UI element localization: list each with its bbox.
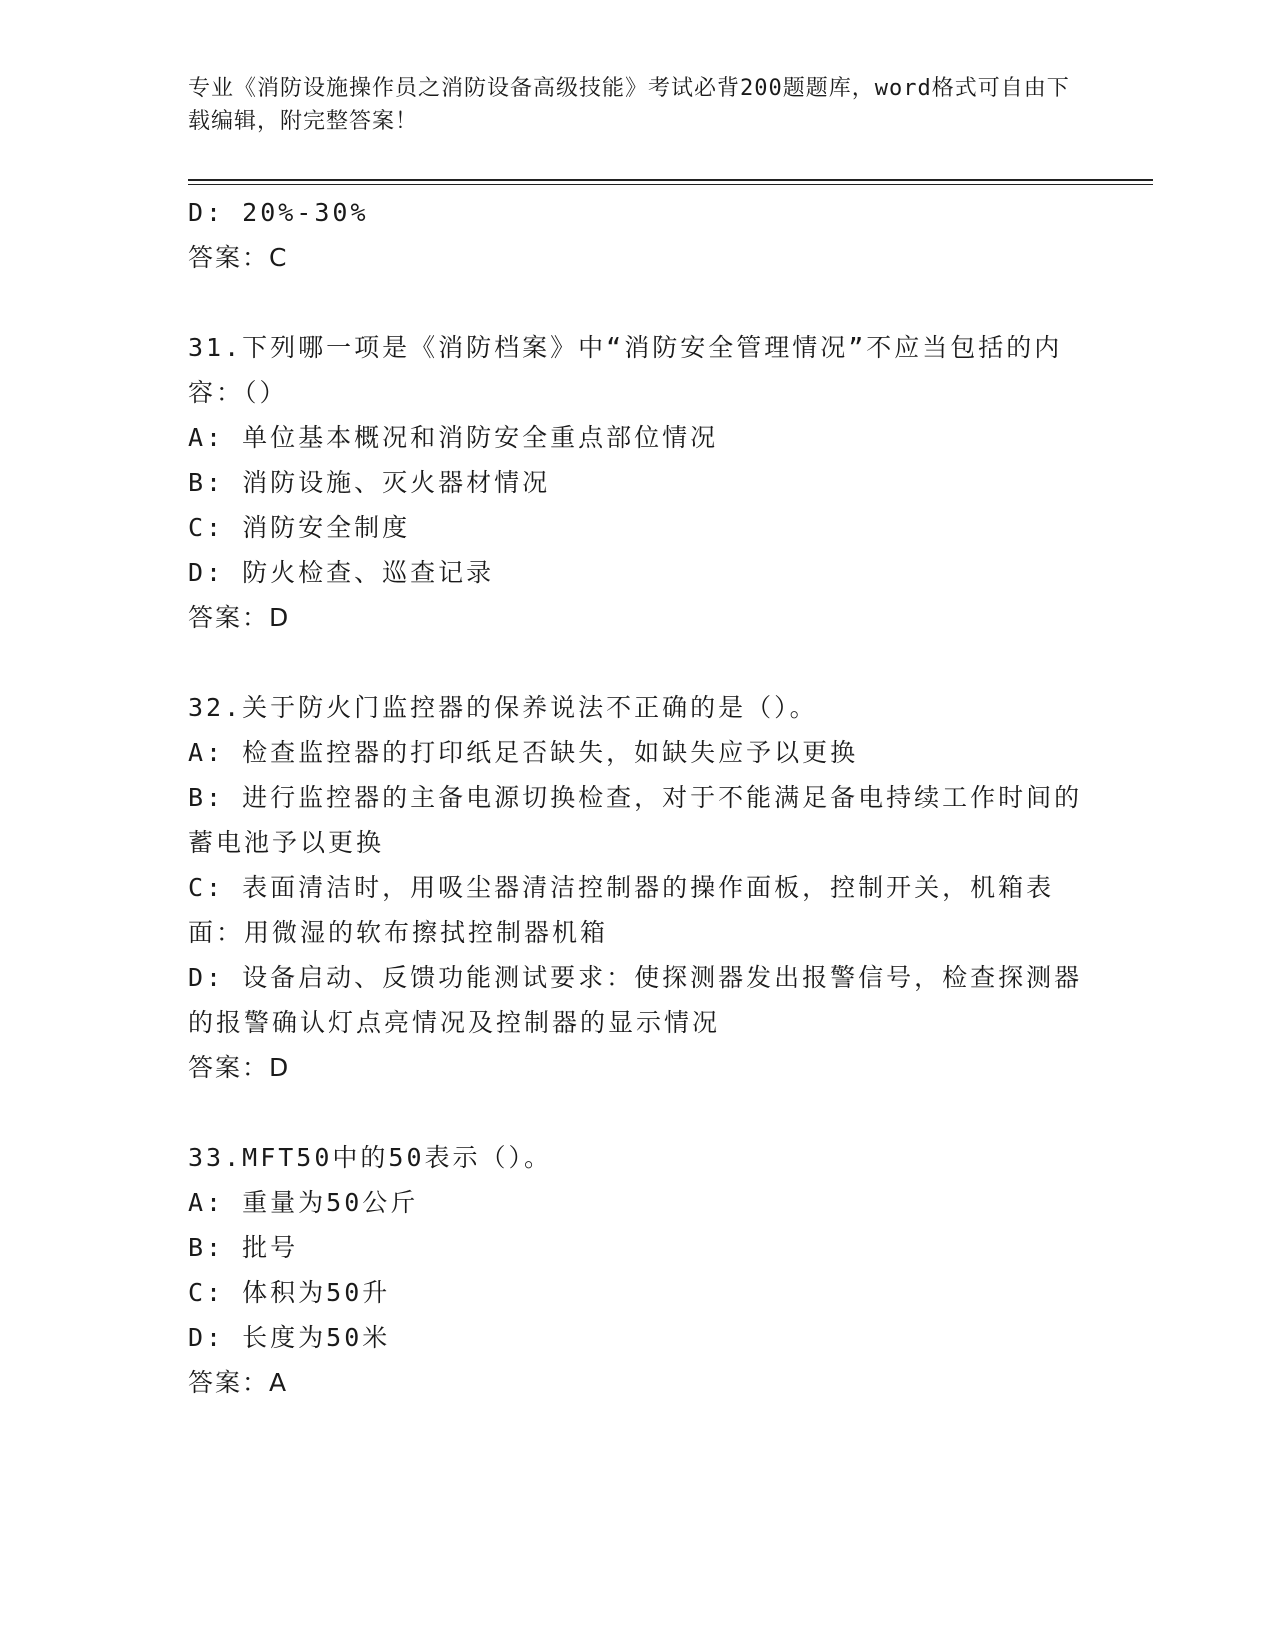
document-header bbox=[188, 72, 1088, 138]
option-b: B: 进行监控器的主备电源切换检查，对于不能满足备电持续工作时间的蓄电池予以更换 bbox=[188, 783, 1083, 857]
option-b: B: 批号 bbox=[188, 1233, 299, 1262]
option-c: C: 表面清洁时，用吸尘器清洁控制器的操作面板，控制开关，机箱表面：用微湿的软布擦拭控制器机箱 bbox=[188, 873, 1055, 947]
question-stem: 33.MFT50中的50表示（）。 bbox=[188, 1143, 553, 1172]
option-d: D: 设备启动、反馈功能测试要求：使探测器发出报警信号，检查探测器的报警确认灯点亮情况及控制器的显示情况 bbox=[188, 963, 1083, 1037]
option-c: C: 体积为50升 bbox=[188, 1278, 391, 1307]
option-b: B: 消防设施、灭火器材情况 bbox=[188, 468, 551, 497]
header-divider-thin bbox=[188, 184, 1153, 185]
question-32 bbox=[188, 685, 1088, 1090]
option-c: C: 消防安全制度 bbox=[188, 513, 411, 542]
answer-line: 答案：D bbox=[188, 1053, 291, 1082]
question-33 bbox=[188, 1135, 1088, 1405]
question-stem: 32.关于防火门监控器的保养说法不正确的是（）。 bbox=[188, 693, 818, 722]
answer-line: 答案：C bbox=[188, 243, 289, 272]
question-stem: 31.下列哪一项是《消防档案》中“消防安全管理情况”不应当包括的内容：（） bbox=[188, 333, 1063, 407]
option-d: D: 20%-30% bbox=[188, 198, 369, 227]
answer-line: 答案：A bbox=[188, 1368, 289, 1397]
option-d: D: 防火检查、巡查记录 bbox=[188, 558, 495, 587]
option-a: A: 检查监控器的打印纸足否缺失，如缺失应予以更换 bbox=[188, 738, 859, 767]
option-d: D: 长度为50米 bbox=[188, 1323, 391, 1352]
option-a: A: 重量为50公斤 bbox=[188, 1188, 419, 1217]
previous-question-tail bbox=[188, 190, 1088, 280]
answer-line: 答案：D bbox=[188, 603, 291, 632]
header-text: 专业《消防设施操作员之消防设备高级技能》考试必背200题题库，word格式可自由下载编辑，附完整答案！ bbox=[188, 76, 1070, 134]
header-divider-thick bbox=[188, 179, 1153, 181]
document-body bbox=[188, 190, 1088, 1405]
option-a: A: 单位基本概况和消防安全重点部位情况 bbox=[188, 423, 719, 452]
question-31 bbox=[188, 325, 1088, 640]
